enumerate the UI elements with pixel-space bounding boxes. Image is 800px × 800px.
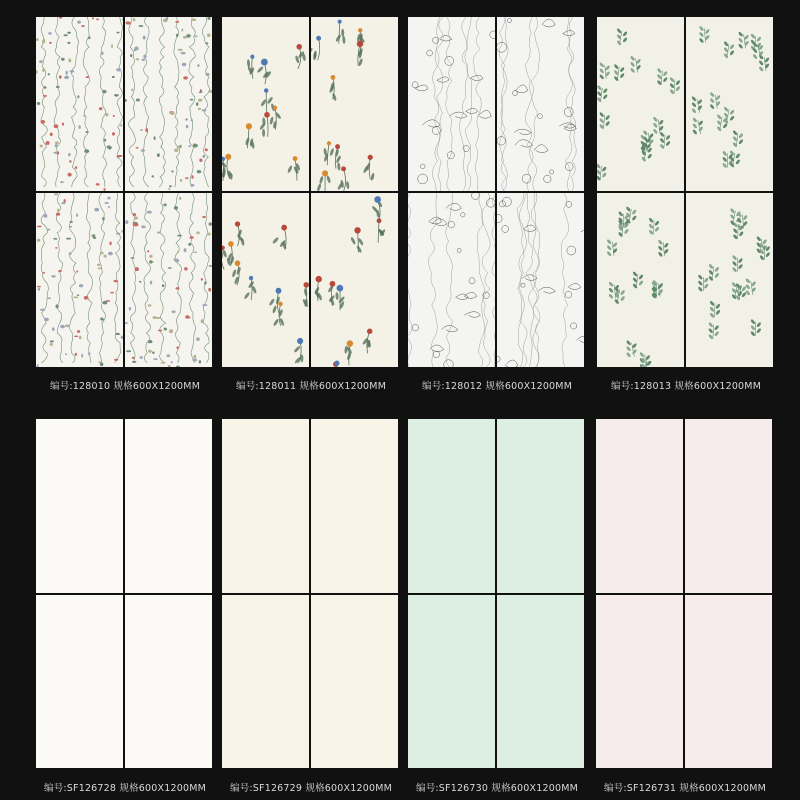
- tile-panel: [497, 595, 584, 769]
- tile-panel: [36, 595, 123, 769]
- tile-panel: [222, 17, 309, 191]
- tile-pattern: [686, 193, 773, 367]
- tile-panel: [311, 193, 398, 367]
- tile-pattern: [125, 193, 212, 367]
- tile-group-SF126729[interactable]: [222, 419, 398, 768]
- tile-panel: [125, 419, 212, 593]
- tile-pattern: [311, 193, 398, 367]
- product-caption: 编号:SF126730 规格600X1200MM: [416, 783, 578, 794]
- tile-panel: [125, 193, 212, 367]
- product-caption: 编号:SF126731 规格600X1200MM: [604, 783, 766, 794]
- tile-panel: [36, 419, 123, 593]
- tile-pattern: [222, 193, 309, 367]
- tile-panel: [311, 595, 398, 769]
- product-caption: 编号:128011 规格600X1200MM: [236, 381, 387, 392]
- product-caption: 编号:128010 规格600X1200MM: [50, 381, 201, 392]
- tile-panel: [311, 17, 398, 191]
- tile-pattern: [125, 17, 212, 191]
- tile-panel: [408, 595, 495, 769]
- tile-panel: [685, 595, 772, 769]
- tile-panel: [597, 193, 684, 367]
- tile-pattern: [408, 17, 495, 191]
- tile-pattern: [311, 17, 398, 191]
- tile-panel: [222, 419, 309, 593]
- tile-panel: [597, 17, 684, 191]
- product-caption: 编号:128012 规格600X1200MM: [422, 381, 573, 392]
- tile-pattern: [222, 17, 309, 191]
- tile-panel: [36, 17, 123, 191]
- tile-pattern: [497, 193, 584, 367]
- tile-group-SF126728[interactable]: [36, 419, 212, 768]
- tile-panel: [125, 17, 212, 191]
- product-caption: 编号:SF126728 规格600X1200MM: [44, 783, 206, 794]
- tile-panel: [36, 193, 123, 367]
- tile-group-128013[interactable]: [597, 17, 773, 367]
- tile-panel: [686, 17, 773, 191]
- tile-group-128012[interactable]: [408, 17, 584, 367]
- tile-panel: [311, 419, 398, 593]
- tile-group-128011[interactable]: [222, 17, 398, 367]
- tile-pattern: [497, 17, 584, 191]
- tile-panel: [685, 419, 772, 593]
- tile-panel: [408, 193, 495, 367]
- tile-pattern: [408, 193, 495, 367]
- tile-group-SF126731[interactable]: [596, 419, 772, 768]
- tile-panel: [125, 595, 212, 769]
- tile-panel: [686, 193, 773, 367]
- tile-panel: [497, 17, 584, 191]
- tile-pattern: [36, 17, 123, 191]
- tile-pattern: [597, 17, 684, 191]
- tile-panel: [596, 419, 683, 593]
- tile-panel: [222, 193, 309, 367]
- tile-panel: [408, 419, 495, 593]
- tile-pattern: [686, 17, 773, 191]
- product-caption: 编号:SF126729 规格600X1200MM: [230, 783, 392, 794]
- tile-pattern: [36, 193, 123, 367]
- tile-panel: [408, 17, 495, 191]
- tile-panel: [596, 595, 683, 769]
- tile-pattern: [597, 193, 684, 367]
- tile-panel: [497, 193, 584, 367]
- tile-panel: [222, 595, 309, 769]
- tile-group-128010[interactable]: [36, 17, 212, 367]
- tile-group-SF126730[interactable]: [408, 419, 584, 768]
- product-caption: 编号:128013 规格600X1200MM: [611, 381, 762, 392]
- tile-panel: [497, 419, 584, 593]
